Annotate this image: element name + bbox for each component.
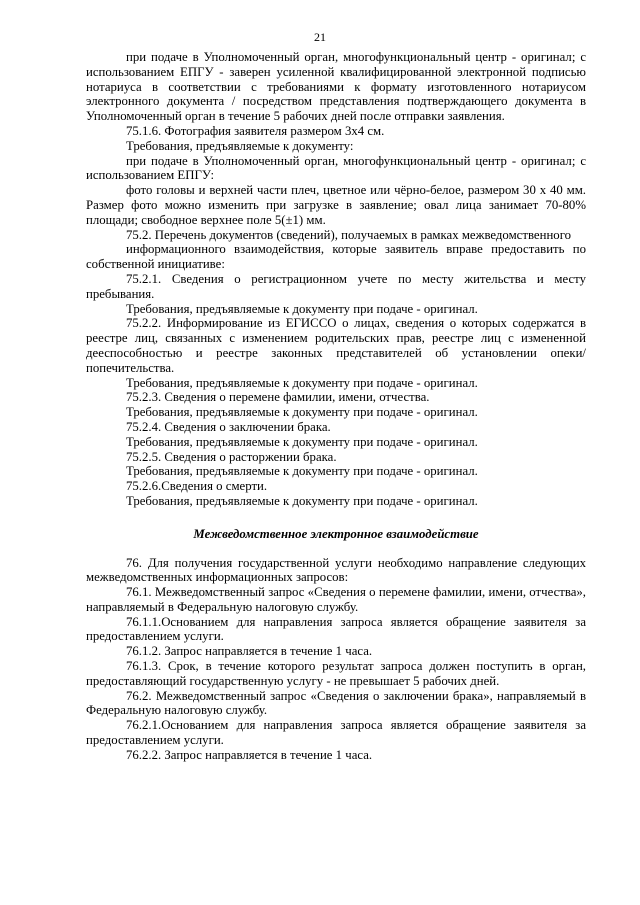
paragraph: 75.2. Перечень документов (сведений), получаемых в рамках межведомственного: [126, 227, 572, 242]
page-number: 21: [314, 30, 326, 44]
paragraph: 76.2.1.Основанием для направления запроса является обращение заявителя за предоставлением услуги.: [86, 718, 586, 748]
paragraph: 75.2.6.Сведения о смерти.: [126, 479, 268, 494]
paragraph: при подаче в Уполномоченный орган, многофункциональный центр - оригинал; с использованием ЕПГУ - заверен усиленной квалифицированной электронной подписью нотариуса в соответствии с требованиями к формату изготовленного нотариусом электронного документа / посредством представления подтверждающего документа в Уполномоченный орган в течение 5 рабочих дней после отправки заявления.: [86, 50, 586, 124]
paragraph: 75.1.6. Фотография заявителя размером 3х4 см.: [126, 123, 385, 138]
paragraph: Требования, предъявляемые к документу при подаче - оригинал.: [126, 375, 478, 390]
paragraph: 75.2.1. Сведения о регистрационном учете по месту жительства и месту пребывания.: [86, 271, 586, 301]
paragraph: 76.1.3. Срок, в течение которого результат запроса должен поступить в орган, предоставляющий государственную услугу - не превышает 5 рабочих дней.: [86, 659, 586, 688]
paragraph: Требования, предъявляемые к документу при подаче - оригинал.: [126, 493, 478, 508]
paragraph: 75.2.3. Сведения о перемене фамилии, имени, отчества.: [126, 390, 430, 405]
paragraph: Требования, предъявляемые к документу при подаче - оригинал.: [126, 434, 478, 449]
paragraph: Требования, предъявляемые к документу:: [126, 138, 354, 153]
paragraph: 75.2.5. Сведения о расторжении брака.: [126, 449, 337, 464]
paragraph: 76.1.1.Основанием для направления запроса является обращение заявителя за предоставлением услуги.: [86, 614, 586, 644]
paragraph: 76.1. Межведомственный запрос «Сведения о перемене фамилии, имени, отчества», направляемый в Федеральную налоговую службу.: [86, 585, 586, 614]
paragraph: информационного взаимодействия, которые заявитель вправе предоставить по собственной инициативе:: [86, 242, 586, 272]
paragraph: Требования, предъявляемые к документу при подаче - оригинал.: [126, 301, 478, 316]
paragraph: фото головы и верхней части плеч, цветное или чёрно-белое, размером 30 х 40 мм. Размер фото можно изменить при загрузке в заявление; овал лица занимает 70-80% площади; свободное верхнее поле 5(±1) мм.: [86, 183, 586, 227]
paragraph: 75.2.2. Информирование из ЕГИССО о лицах, сведения о которых содержатся в реестре лиц, связанных с изменением родительских прав, реестре лиц с измененной дееспособностью и реестре законных представителей об установлении опеки/попечительства.: [86, 316, 586, 375]
paragraph: Требования, предъявляемые к документу при подаче - оригинал.: [126, 464, 478, 479]
document-body: [86, 50, 586, 763]
paragraph: 76. Для получения государственной услуги необходимо направление следующих межведомственных информационных запросов:: [86, 555, 586, 585]
paragraph: 76.1.2. Запрос направляется в течение 1 часа.: [126, 644, 373, 659]
paragraph: 76.2. Межведомственный запрос «Сведения о заключении брака», направляемый в Федеральную налоговую службу.: [86, 688, 586, 718]
paragraph: 75.2.4. Сведения о заключении брака.: [126, 419, 331, 434]
paragraph: 76.2.2. Запрос направляется в течение 1 часа.: [126, 747, 373, 762]
section-heading: Межведомственное электронное взаимодействие: [193, 526, 479, 541]
paragraph: при подаче в Уполномоченный орган, многофункциональный центр - оригинал; с использованием ЕПГУ:: [86, 153, 586, 183]
paragraph: Требования, предъявляемые к документу при подаче - оригинал.: [126, 405, 478, 420]
